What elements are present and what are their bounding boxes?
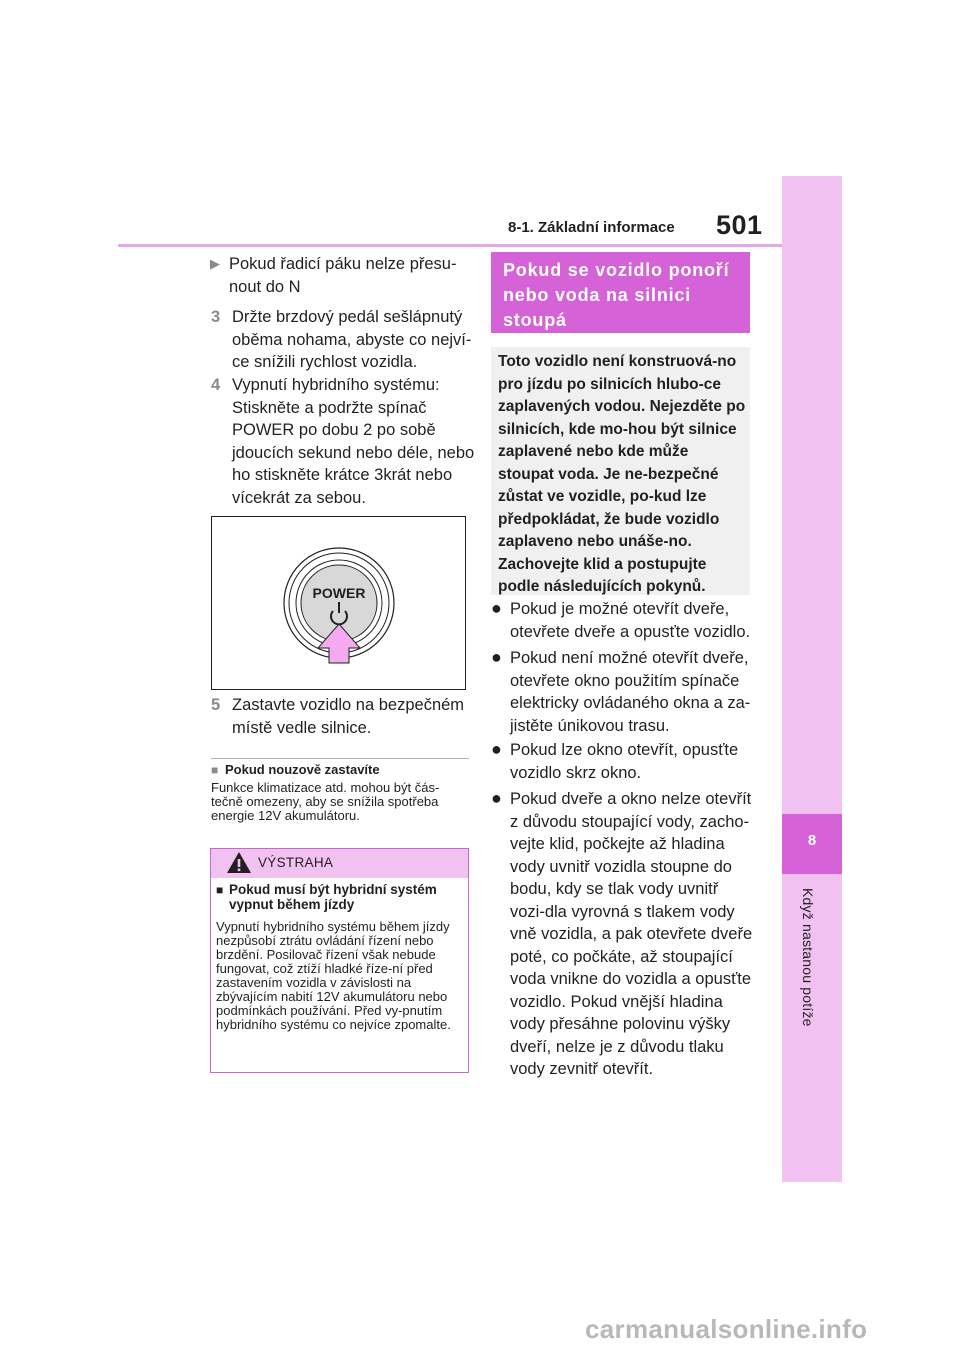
step-number: 4 (211, 376, 221, 394)
page-number: 501 (716, 210, 763, 240)
round-bullet-icon: ● (491, 739, 502, 759)
list-item: Pokud lze okno otevřít, opusťte vozidlo skrz okno. (510, 741, 739, 782)
note-divider (211, 758, 469, 759)
note-body: Funkce klimatizace atd. mohou být čás-tečně omezeny, aby se snížila spotřeba energie 12V akumulátoru. (211, 780, 440, 823)
square-bullet-icon: ■ (211, 763, 219, 777)
warning-triangle-icon (226, 851, 252, 875)
item-pokud-radici: Pokud řadicí páku nelze přesu-nout do N (229, 255, 457, 296)
warning-title: VÝSTRAHA (258, 855, 334, 870)
side-chapter-number: 8 (807, 832, 817, 849)
triangle-bullet-icon: ▶ (210, 256, 220, 271)
step-number: 5 (211, 696, 221, 714)
power-button-label: POWER (312, 585, 366, 601)
side-chapter-label: Když nastanou potíže (800, 888, 816, 1027)
list-item: Pokud je možné otevřít dveře, otevřete dveře a opusťte vozidlo. (510, 600, 751, 641)
power-button-illustration (211, 516, 466, 690)
round-bullet-icon: ● (491, 788, 502, 808)
watermark: carmanualsonline.info (585, 1314, 868, 1344)
round-bullet-icon: ● (491, 647, 502, 667)
section-title: 8-1. Základní informace (508, 219, 675, 236)
list-item: Pokud není možné otevřít dveře, otevřete okno použitím spínače elektricky ovládaného okna a za-jistěte únikovou trasu. (510, 649, 751, 735)
alert-text: Toto vozidlo není konstruová-no pro jízdu po silnicích hlubo-ce zaplavených vodou. Nejezděte po silnicích, kde mo-hou být silnice zaplavené nebo kde může stoupat voda. Je ne-bezpečné zůstat ve vozidle, po-kud lze předpokládat, že bude vozidlo zaplaveno nebo unáše-no. Zachovejte klid a postupujte podle následujících pokynů. (498, 353, 746, 595)
step-text: Zastavte vozidlo na bezpečném místě vedle silnice. (232, 696, 465, 737)
warning-subheading: Pokud musí být hybridní systém vypnut během jízdy (229, 882, 437, 912)
square-bullet-icon: ■ (216, 883, 224, 897)
step-text: Vypnutí hybridního systému: Stiskněte a podržte spínač POWER po dobu 2 po sobě jdoucích sekund nebo déle, nebo ho stiskněte krátce 3krát nebo vícekrát za sebou. (232, 376, 475, 507)
step-number: 3 (211, 308, 221, 326)
round-bullet-icon: ● (491, 598, 502, 618)
section-heading: Pokud se vozidlo ponoří nebo voda na silnici stoupá (503, 260, 730, 330)
warning-body: Vypnutí hybridního systému během jízdy nezpůsobí ztrátu ovládání řízení nebo brzdění. Posilovač řízení však nebude fungovat, což ztíží hladké říze-ní před zastavením vozidla v závislosti na zbývajícím nabití 12V akumulátoru nebo podmínkách používání. Před vy-pnutím hybridního systému co nejvíce zpomalte. (216, 919, 451, 1032)
note-heading: Pokud nouzově zastavíte (225, 762, 380, 777)
step-text: Držte brzdový pedál sešlápnutý oběma nohama, abyste co nejví-ce snížili rychlost vozidla. (232, 308, 472, 371)
side-tab-strip (782, 176, 842, 1182)
list-item: Pokud dveře a okno nelze otevřít z důvodu stoupající vody, zacho-vejte klid, počkejte až hladina vody uvnitř vozidla stoupne do bodu, kdy se tlak vody uvnitř vozi-dla vyrovná s tlakem vody vně vozidla, a pak otevřete dveře poté, co počkáte, až stoupající voda vnikne do vozidla a opusťte vozidlo. Pokud vnější hladina vody přesáhne polovinu výšky dveří, nelze je z důvodu tlaku vody zevnitř otevřít. (510, 790, 753, 1078)
header-rule (118, 244, 783, 247)
